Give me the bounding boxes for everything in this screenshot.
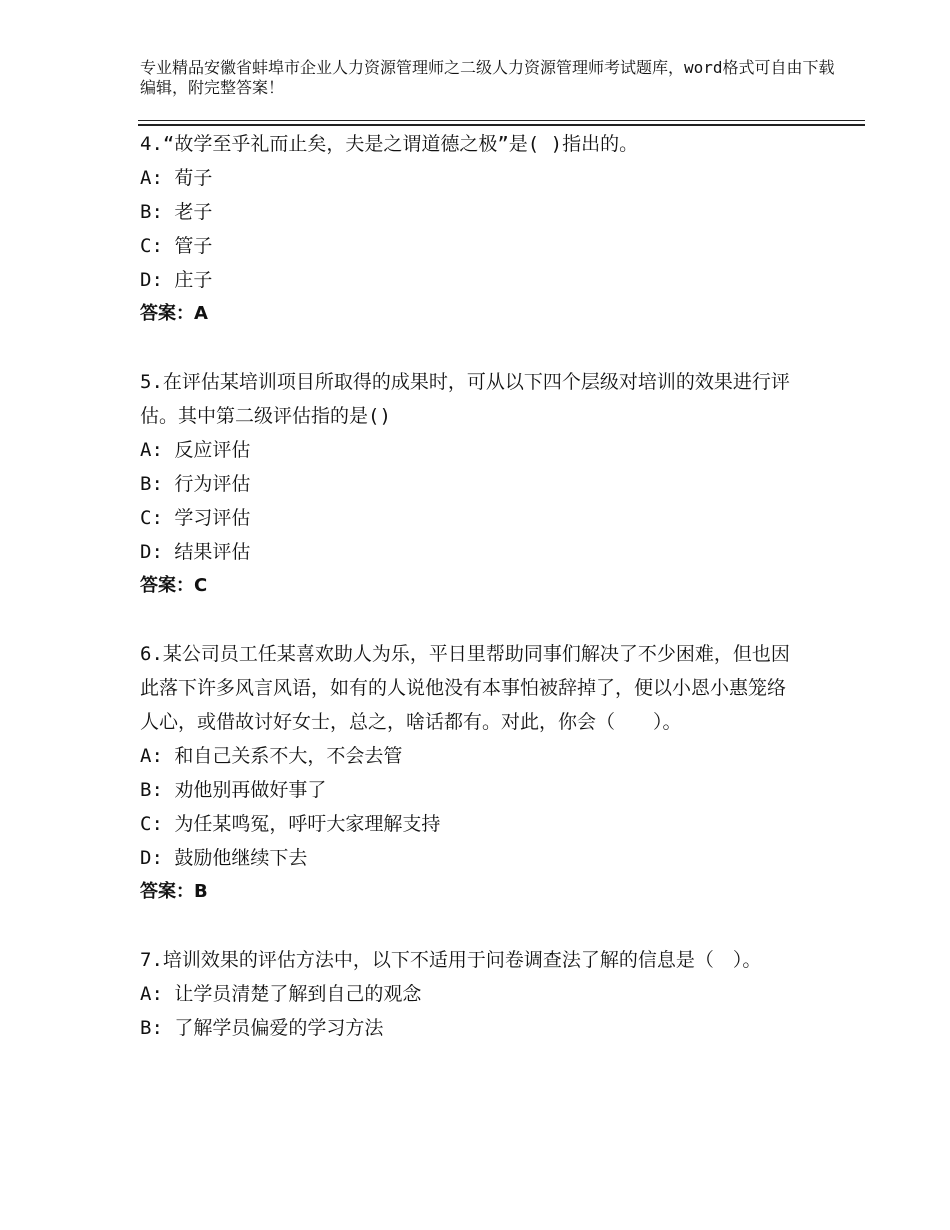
header-divider-thick <box>138 124 865 126</box>
header-divider-thin <box>138 120 865 121</box>
question-4 <box>140 127 800 331</box>
question-stem: 7.培训效果的评估方法中，以下不适用于问卷调查法了解的信息是（ ）。 <box>140 949 762 971</box>
option-b: B: 劝他别再做好事了 <box>140 779 327 801</box>
option-d: D: 鼓励他继续下去 <box>140 847 308 869</box>
option-c: C: 为任某鸣冤，呼吁大家理解支持 <box>140 813 441 835</box>
answer-label: 答案：C <box>140 575 208 596</box>
option-a: A: 荀子 <box>140 167 213 189</box>
question-stem: 6.某公司员工任某喜欢助人为乐，平日里帮助同事们解决了不少困难，但也因此落下许多风言风语，如有的人说他没有本事怕被辞掉了，便以小恩小惠笼络人心，或借故讨好女士，总之，啥话都有。对此，你会（ ）。 <box>140 643 790 733</box>
question-7 <box>140 943 800 1045</box>
option-d: D: 结果评估 <box>140 541 251 563</box>
option-a: A: 让学员清楚了解到自己的观念 <box>140 983 422 1005</box>
question-stem: 4.“故学至乎礼而止矣，夫是之谓道德之极”是( )指出的。 <box>140 133 639 155</box>
option-a: A: 反应评估 <box>140 439 251 461</box>
option-c: C: 管子 <box>140 235 213 257</box>
option-a: A: 和自己关系不大，不会去管 <box>140 745 403 767</box>
option-b: B: 老子 <box>140 201 213 223</box>
answer-label: 答案：A <box>140 303 208 324</box>
option-c: C: 学习评估 <box>140 507 251 529</box>
document-header: 专业精品安徽省蚌埠市企业人力资源管理师之二级人力资源管理师考试题库，word格式可自由下载编辑，附完整答案！ <box>140 58 835 97</box>
question-5 <box>140 365 800 603</box>
option-d: D: 庄子 <box>140 269 213 291</box>
option-b: B: 了解学员偏爱的学习方法 <box>140 1017 384 1039</box>
question-6 <box>140 637 800 909</box>
question-stem: 5.在评估某培训项目所取得的成果时，可从以下四个层级对培训的效果进行评估。其中第二级评估指的是() <box>140 371 790 427</box>
answer-label: 答案：B <box>140 881 208 902</box>
option-b: B: 行为评估 <box>140 473 251 495</box>
question-list <box>140 127 800 1079</box>
